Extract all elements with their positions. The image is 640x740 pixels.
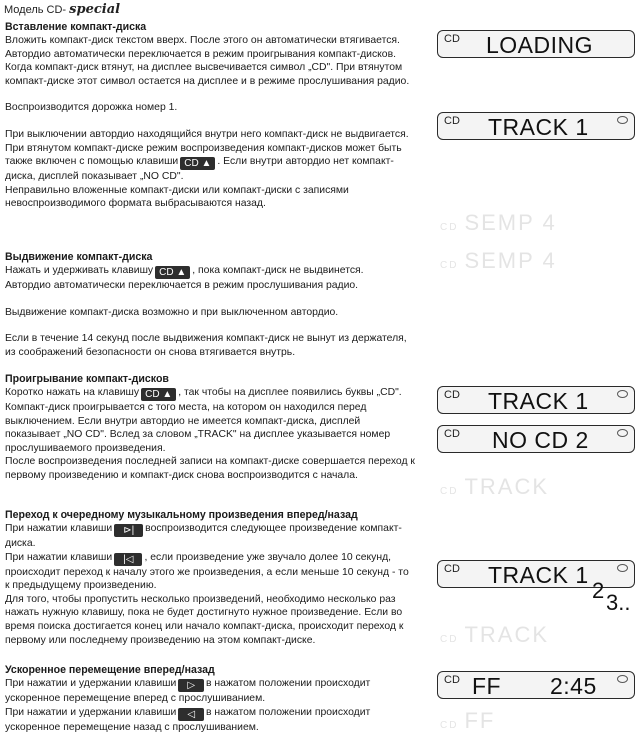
display-track-1-play — [437, 386, 635, 414]
display-ff — [437, 671, 635, 699]
cd-indicator: CD — [444, 428, 460, 440]
display-text: TRACK 1 — [488, 388, 589, 414]
paragraph: Если в течение 14 секунд после выдвижения компакт-диск не вынут из держателя, из соображений безопасности он снова втягивается внутрь. — [5, 333, 407, 358]
section-title: Вставление компакт-диска — [5, 21, 147, 33]
display-track-1 — [437, 112, 635, 140]
cd-indicator: CD — [444, 115, 460, 127]
paragraph: Коротко нажать на клавишу CD ▲ , так чтобы на дисплее появились буквы „CD". Компакт-диск проигрывается с того места, на котором он находился перед выключением. Если внутри автордио не имеется компакт-диска, дисплей показывает „NO CD". Вслед за словом „TRACK" на дисплее указывается номер прослушиваемого произведения. — [5, 387, 402, 454]
model-script: special — [69, 2, 121, 17]
ghost-display: CD TRACK — [440, 622, 550, 647]
display-text: NO CD 2 — [492, 427, 589, 453]
paragraph: Выдвижение компакт-диска возможно и при выключенном автордио. — [5, 306, 339, 318]
cd-indicator: CD — [444, 389, 460, 401]
paragraph: Нажать и удерживать клавишу CD ▲ , пока компакт-диск не выдвинется. — [5, 265, 364, 278]
display-loading — [437, 30, 635, 58]
prev-track-key: |◁ — [114, 553, 142, 566]
next-track-key: ⊳| — [114, 524, 143, 537]
display-text: TRACK 1 — [488, 562, 589, 588]
section-title: Выдвижение компакт-диска — [5, 251, 153, 263]
fast-forward-key: ▷ — [178, 679, 204, 692]
section-title: Проигрывание компакт-дисков — [5, 373, 169, 385]
display-time: 2:45 — [550, 673, 597, 699]
cd-eject-key: CD ▲ — [141, 388, 176, 401]
paragraph: После воспроизведения последней записи на компакт-диске совершается переход к первому произведению и компакт-диск снова воспроизводится с начала. — [5, 456, 415, 481]
disc-icon — [617, 390, 628, 398]
track-number-3: 3.. — [606, 590, 631, 615]
disc-icon — [617, 564, 628, 572]
disc-icon — [617, 429, 628, 437]
paragraph: При нажатии клавиши |◁ , если произведение уже звучало долее 10 секунд, происходит переход к началу этого же произведения, а если меньше 10 секунд - то к предыдущему произведению. — [5, 551, 409, 592]
cd-indicator: CD — [444, 33, 460, 45]
ghost-display: CD FF — [440, 708, 496, 733]
disc-icon — [617, 116, 628, 124]
section-play-cd — [5, 372, 415, 483]
ghost-display: CD TRACK — [440, 474, 550, 499]
ghost-display: CD SEMP 4 — [440, 210, 557, 235]
track-number-2: 2 — [592, 578, 605, 603]
paragraph: При нажатии и удержании клавиши ▷ в нажатом положении происходит ускоренное перемещение вперед с прослушиванием. — [5, 678, 371, 704]
paragraph: При нажатии клавиши ⊳| воспроизводится следующее произведение компакт-диска. — [5, 523, 402, 549]
page-header — [4, 2, 120, 17]
cd-indicator: CD — [444, 674, 460, 686]
paragraph: Воспроизводится дорожка номер 1. — [5, 102, 178, 114]
paragraph: При выключении автордио находящийся внутри него компакт-диск не выдвигается. — [5, 128, 409, 140]
display-text: LOADING — [486, 32, 594, 58]
paragraph: Вложить компакт-диск текстом вверх. После этого он автоматически втягивается. Автордио автоматически переключается в режим проигрывания компакт-дисков. Когда компакт-диск втянут, на дисплее высвечивается символ „CD". При втянутом компакт-диске этот символ остается на дисплее и в режиме прослушивания радио. — [5, 35, 410, 87]
display-text: TRACK 1 — [488, 114, 589, 140]
paragraph: При втянутом компакт-диске режим воспроизведения компакт-дисков может быть также включен с помощью клавиши CD ▲ . Если внутри автордио нет компакт-диска, дисплей показывает „NO CD". — [5, 142, 402, 183]
ghost-display: CD SEMP 4 — [440, 248, 557, 273]
section-insert-cd — [5, 20, 415, 211]
section-title: Переход к очередному музыкальному произведения вперед/назад — [5, 509, 358, 521]
cd-indicator: CD — [444, 563, 460, 575]
section-fast-scan — [5, 663, 415, 734]
model-label: Модель CD- — [4, 4, 67, 16]
display-ff-text: FF — [472, 673, 502, 699]
cd-eject-key: CD ▲ — [180, 157, 215, 170]
paragraph: При нажатии и удержании клавиши ◁ в нажатом положении происходит ускоренное перемещение назад с прослушиванием. — [5, 706, 371, 733]
display-track-multi — [437, 560, 635, 588]
rewind-key: ◁ — [178, 708, 204, 721]
paragraph: Неправильно вложенные компакт-диски или компакт-диски с записями невоспроизводимого формата выбрасываются назад. — [5, 184, 349, 210]
display-no-cd — [437, 425, 635, 453]
paragraph: Автордио автоматически переключается в режим прослушивания радио. — [5, 280, 359, 291]
section-eject-cd — [5, 250, 415, 359]
disc-icon — [617, 675, 628, 683]
section-title: Ускоренное перемещение вперед/назад — [5, 664, 215, 676]
cd-eject-key: CD ▲ — [155, 266, 190, 279]
section-track-skip — [5, 508, 415, 647]
paragraph: Для того, чтобы пропустить несколько произведений, необходимо несколько раз нажать нужную клавишу, пока не будет достигнуто нужное произведение. Если во время поиска достигается конец или начало компакт-диска, происходит переход к первому или последнему произведению на этом компакт-диске. — [5, 593, 404, 646]
